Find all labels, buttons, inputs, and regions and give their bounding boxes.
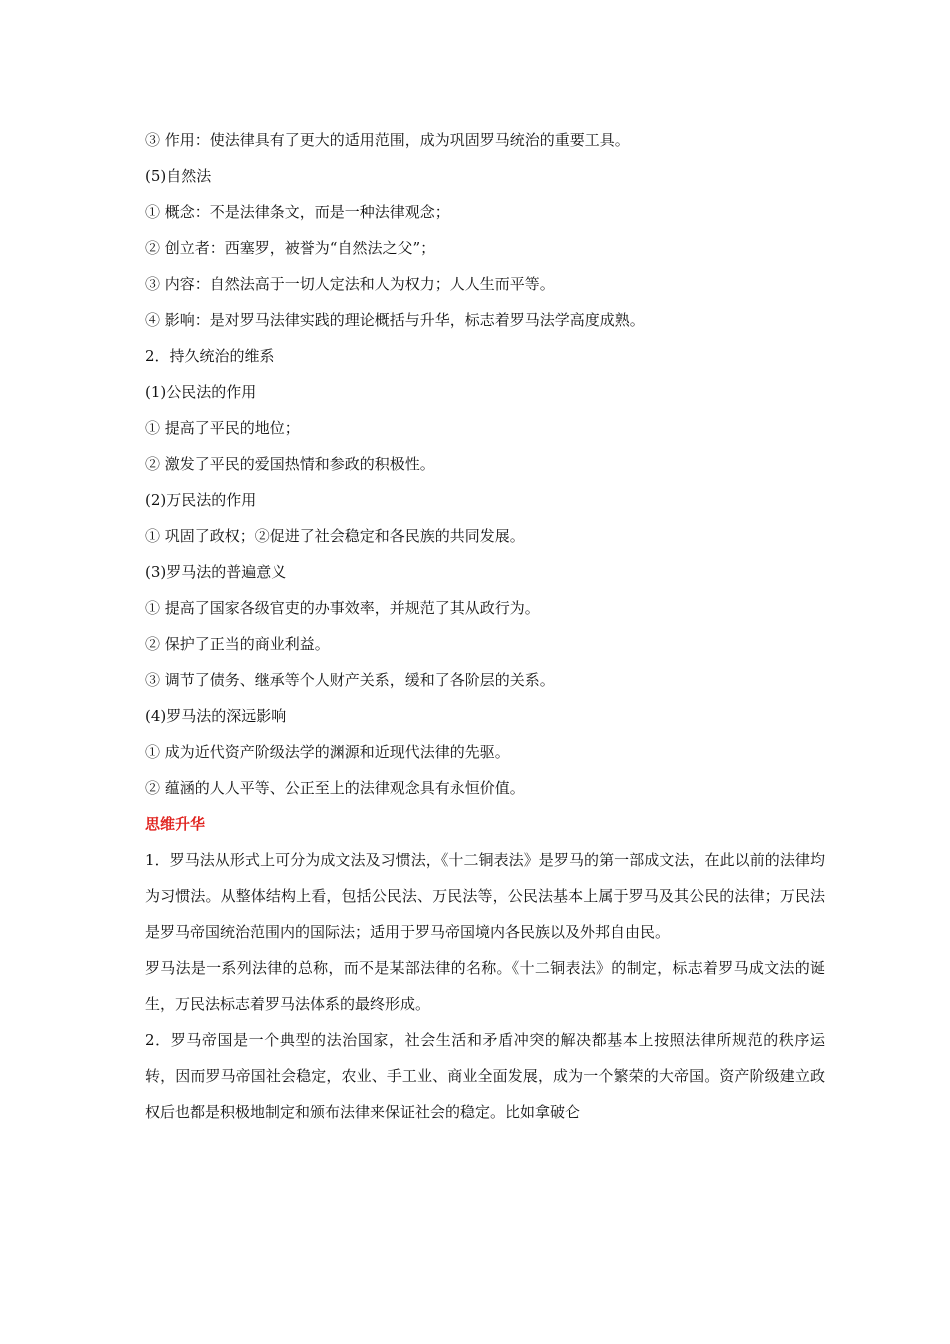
subheading-natural-law: (5)自然法 xyxy=(145,167,212,185)
section-title-2: 2．持久统治的维系 xyxy=(145,347,275,365)
text-line: ④ 影响：是对罗马法律实践的理论概括与升华，标志着罗马法学高度成熟。 xyxy=(145,311,645,329)
text-line: ② 激发了平民的爱国热情和参政的积极性。 xyxy=(145,455,435,473)
text-line: ① 巩固了政权；②促进了社会稳定和各民族的共同发展。 xyxy=(145,527,525,545)
subheading-far-reaching-influence: (4)罗马法的深远影响 xyxy=(145,707,287,725)
paragraph: 1．罗马法从形式上可分为成文法及习惯法，《十二铜表法》是罗马的第一部成文法，在此以前的法律均为习惯法。从整体结构上看，包括公民法、万民法等，公民法基本上属于罗马及其公民的法律；万民法是罗马帝国统治范围内的国际法；适用于罗马帝国境内各民族以及外邦自由民。 xyxy=(145,851,825,941)
text-line: ② 蕴涵的人人平等、公正至上的法律观念具有永恒价值。 xyxy=(145,779,525,797)
subheading-civil-law: (1)公民法的作用 xyxy=(145,383,257,401)
subheading-universal-significance: (3)罗马法的普遍意义 xyxy=(145,563,287,581)
text-line: ① 成为近代资产阶级法学的渊源和近现代法律的先驱。 xyxy=(145,743,510,761)
subheading-law-of-nations: (2)万民法的作用 xyxy=(145,491,257,509)
paragraph: 罗马法是一系列法律的总称，而不是某部法律的名称。《十二铜表法》的制定，标志着罗马成文法的诞生，万民法标志着罗马法体系的最终形成。 xyxy=(145,959,825,1013)
text-line: ① 提高了国家各级官吏的办事效率，并规范了其从政行为。 xyxy=(145,599,540,617)
text-line: ③ 内容：自然法高于一切人定法和人为权力；人人生而平等。 xyxy=(145,275,555,293)
paragraph: 2．罗马帝国是一个典型的法治国家，社会生活和矛盾冲突的解决都基本上按照法律所规范的秩序运转，因而罗马帝国社会稳定，农业、手工业、商业全面发展，成为一个繁荣的大帝国。资产阶级建立政权后也都是积极地制定和颁布法律来保证社会的稳定。比如拿破仑 xyxy=(145,1031,825,1121)
text-line: ① 提高了平民的地位； xyxy=(145,419,300,437)
text-line: ② 创立者：西塞罗，被誉为“自然法之父”； xyxy=(145,239,436,257)
text-line: ③ 作用：使法律具有了更大的适用范围，成为巩固罗马统治的重要工具。 xyxy=(145,131,630,149)
section-heading: 思维升华 xyxy=(145,815,206,833)
document-page xyxy=(145,122,825,1130)
text-line: ① 概念：不是法律条文，而是一种法律观念； xyxy=(145,203,450,221)
text-line: ③ 调节了债务、继承等个人财产关系，缓和了各阶层的关系。 xyxy=(145,671,555,689)
text-line: ② 保护了正当的商业利益。 xyxy=(145,635,330,653)
